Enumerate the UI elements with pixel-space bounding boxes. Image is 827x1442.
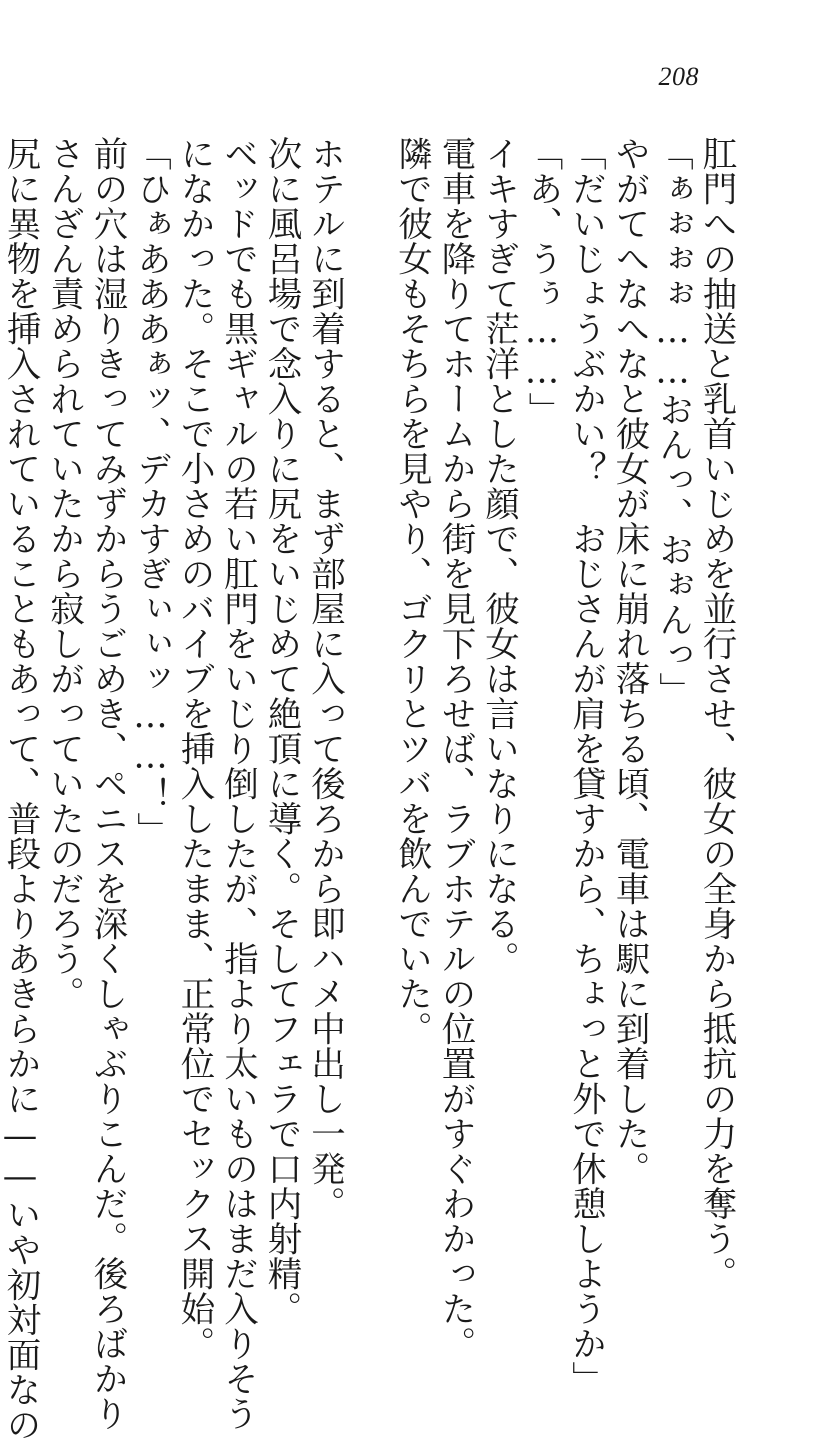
vertical-text-body — [0, 136, 737, 1442]
text-line: 肛門への抽送と乳首いじめを並行させ、彼女の全身から抵抗の力を奪う。 — [696, 136, 736, 1291]
text-line: 「ぁぉぉぉ……おんっ、おぉんっ」 — [652, 136, 693, 707]
text-line: イキすぎて茫洋とした顔で、彼女は言いなりになる。 — [478, 136, 519, 976]
text-line: 電車を降りてホームから街を見下ろせば、ラブホテルの位置がすぐわかった。 — [435, 136, 475, 1361]
text-line: になかった。そこで小さめのバイブを挿入したまま、正常位でセックス開始。 — [174, 136, 214, 1361]
text-line: 尻に異物を挿入されていることもあって、普段よりあきらかに——いや初対面なの — [0, 136, 40, 1442]
text-line: やがてへなへなと彼女が床に崩れ落ちる頃、電車は駅に到着した。 — [609, 136, 649, 1186]
section-break — [346, 136, 390, 1136]
text-line: 「だいじょうぶかい？ おじさんが肩を貸すから、ちょっと外で休憩しようか」 — [565, 136, 606, 1396]
text-line: 「あ、うぅ……」 — [522, 136, 562, 427]
text-line: 前の穴は湿りきってみずからうごめき、ペニスを深くしゃぶりこんだ。後ろばかり — [87, 136, 127, 1431]
text-line: ホテルに到着すると、まず部屋に入って後ろから即ハメ中出し一発。 — [304, 136, 345, 1221]
text-line: 「ひぁあああぁッ、デカすぎぃぃッ……！」 — [130, 136, 171, 847]
text-line: さんざん責められていたから寂しがっていたのだろう。 — [43, 136, 84, 1011]
text-line: 次に風呂場で念入りに尻をいじめて絶頂に導く。そしてフェラで口内射精。 — [261, 136, 301, 1326]
text-line: 隣で彼女もそちらを見やり、ゴクリとツバを飲んでいた。 — [391, 136, 432, 1046]
text-line: ベッドでも黒ギャルの若い肛門をいじり倒したが、指より太いものはまだ入りそう — [217, 136, 258, 1431]
page-number: 208 — [658, 62, 699, 91]
